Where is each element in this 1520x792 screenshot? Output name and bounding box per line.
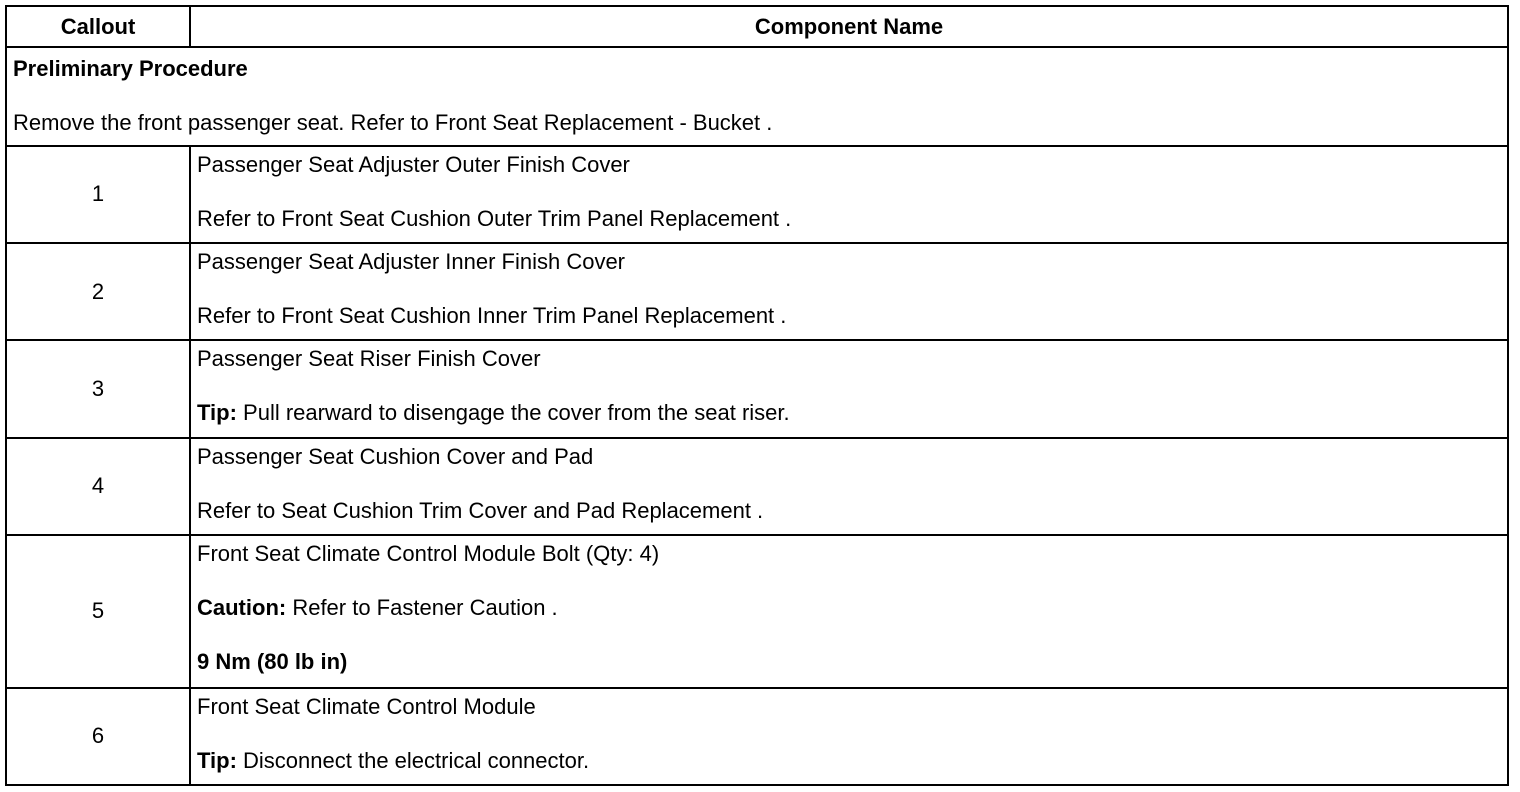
component-name: Passenger Seat Adjuster Inner Finish Cover [197, 248, 626, 274]
torque-spec: 9 Nm (80 lb in) [197, 649, 348, 675]
component-note [197, 595, 1501, 621]
component-cell [190, 438, 1508, 535]
table-row [6, 688, 1508, 785]
component-note [197, 748, 1501, 774]
preliminary-procedure-row [6, 47, 1508, 145]
component-note: Refer to Seat Cushion Trim Cover and Pad Replacement . [197, 497, 764, 523]
callout-number: 4 [6, 438, 190, 535]
table-row [6, 535, 1508, 688]
callout-number: 5 [6, 535, 190, 688]
preliminary-procedure-title: Preliminary Procedure [13, 56, 248, 82]
component-note [197, 400, 1501, 426]
procedure-table [5, 5, 1509, 786]
component-cell [190, 535, 1508, 688]
component-cell [190, 340, 1508, 437]
table-row [6, 146, 1508, 243]
preliminary-procedure-text: Remove the front passenger seat. Refer to Front Seat Replacement - Bucket . [13, 110, 773, 136]
component-name-header: Component Name [190, 6, 1508, 47]
preliminary-procedure-cell [6, 47, 1508, 145]
callout-number: 3 [6, 340, 190, 437]
callout-header: Callout [6, 6, 190, 47]
tip-text: Disconnect the electrical connector. [236, 747, 590, 773]
component-cell [190, 243, 1508, 340]
tip-label: Tip: [197, 400, 237, 426]
table-row [6, 243, 1508, 340]
table-row [6, 340, 1508, 437]
tip-label: Tip: [197, 747, 237, 773]
table-row [6, 438, 1508, 535]
callout-number: 2 [6, 243, 190, 340]
callout-number: 1 [6, 146, 190, 243]
component-name: Front Seat Climate Control Module Bolt (Qty: 4) [197, 541, 660, 567]
component-name: Front Seat Climate Control Module [197, 693, 536, 719]
component-name: Passenger Seat Cushion Cover and Pad [197, 443, 594, 469]
callout-number: 6 [6, 688, 190, 785]
component-note: Refer to Front Seat Cushion Outer Trim Panel Replacement . [197, 205, 792, 231]
component-note: Refer to Front Seat Cushion Inner Trim Panel Replacement . [197, 302, 787, 328]
caution-label: Caution: [197, 595, 287, 621]
caution-text: Refer to Fastener Caution . [286, 595, 558, 621]
component-cell [190, 688, 1508, 785]
tip-text: Pull rearward to disengage the cover from the seat riser. [236, 400, 790, 426]
procedure-table-container [5, 5, 1507, 786]
header-row [6, 6, 1508, 47]
component-name: Passenger Seat Riser Finish Cover [197, 346, 541, 372]
component-name: Passenger Seat Adjuster Outer Finish Cover [197, 151, 630, 177]
component-cell [190, 146, 1508, 243]
